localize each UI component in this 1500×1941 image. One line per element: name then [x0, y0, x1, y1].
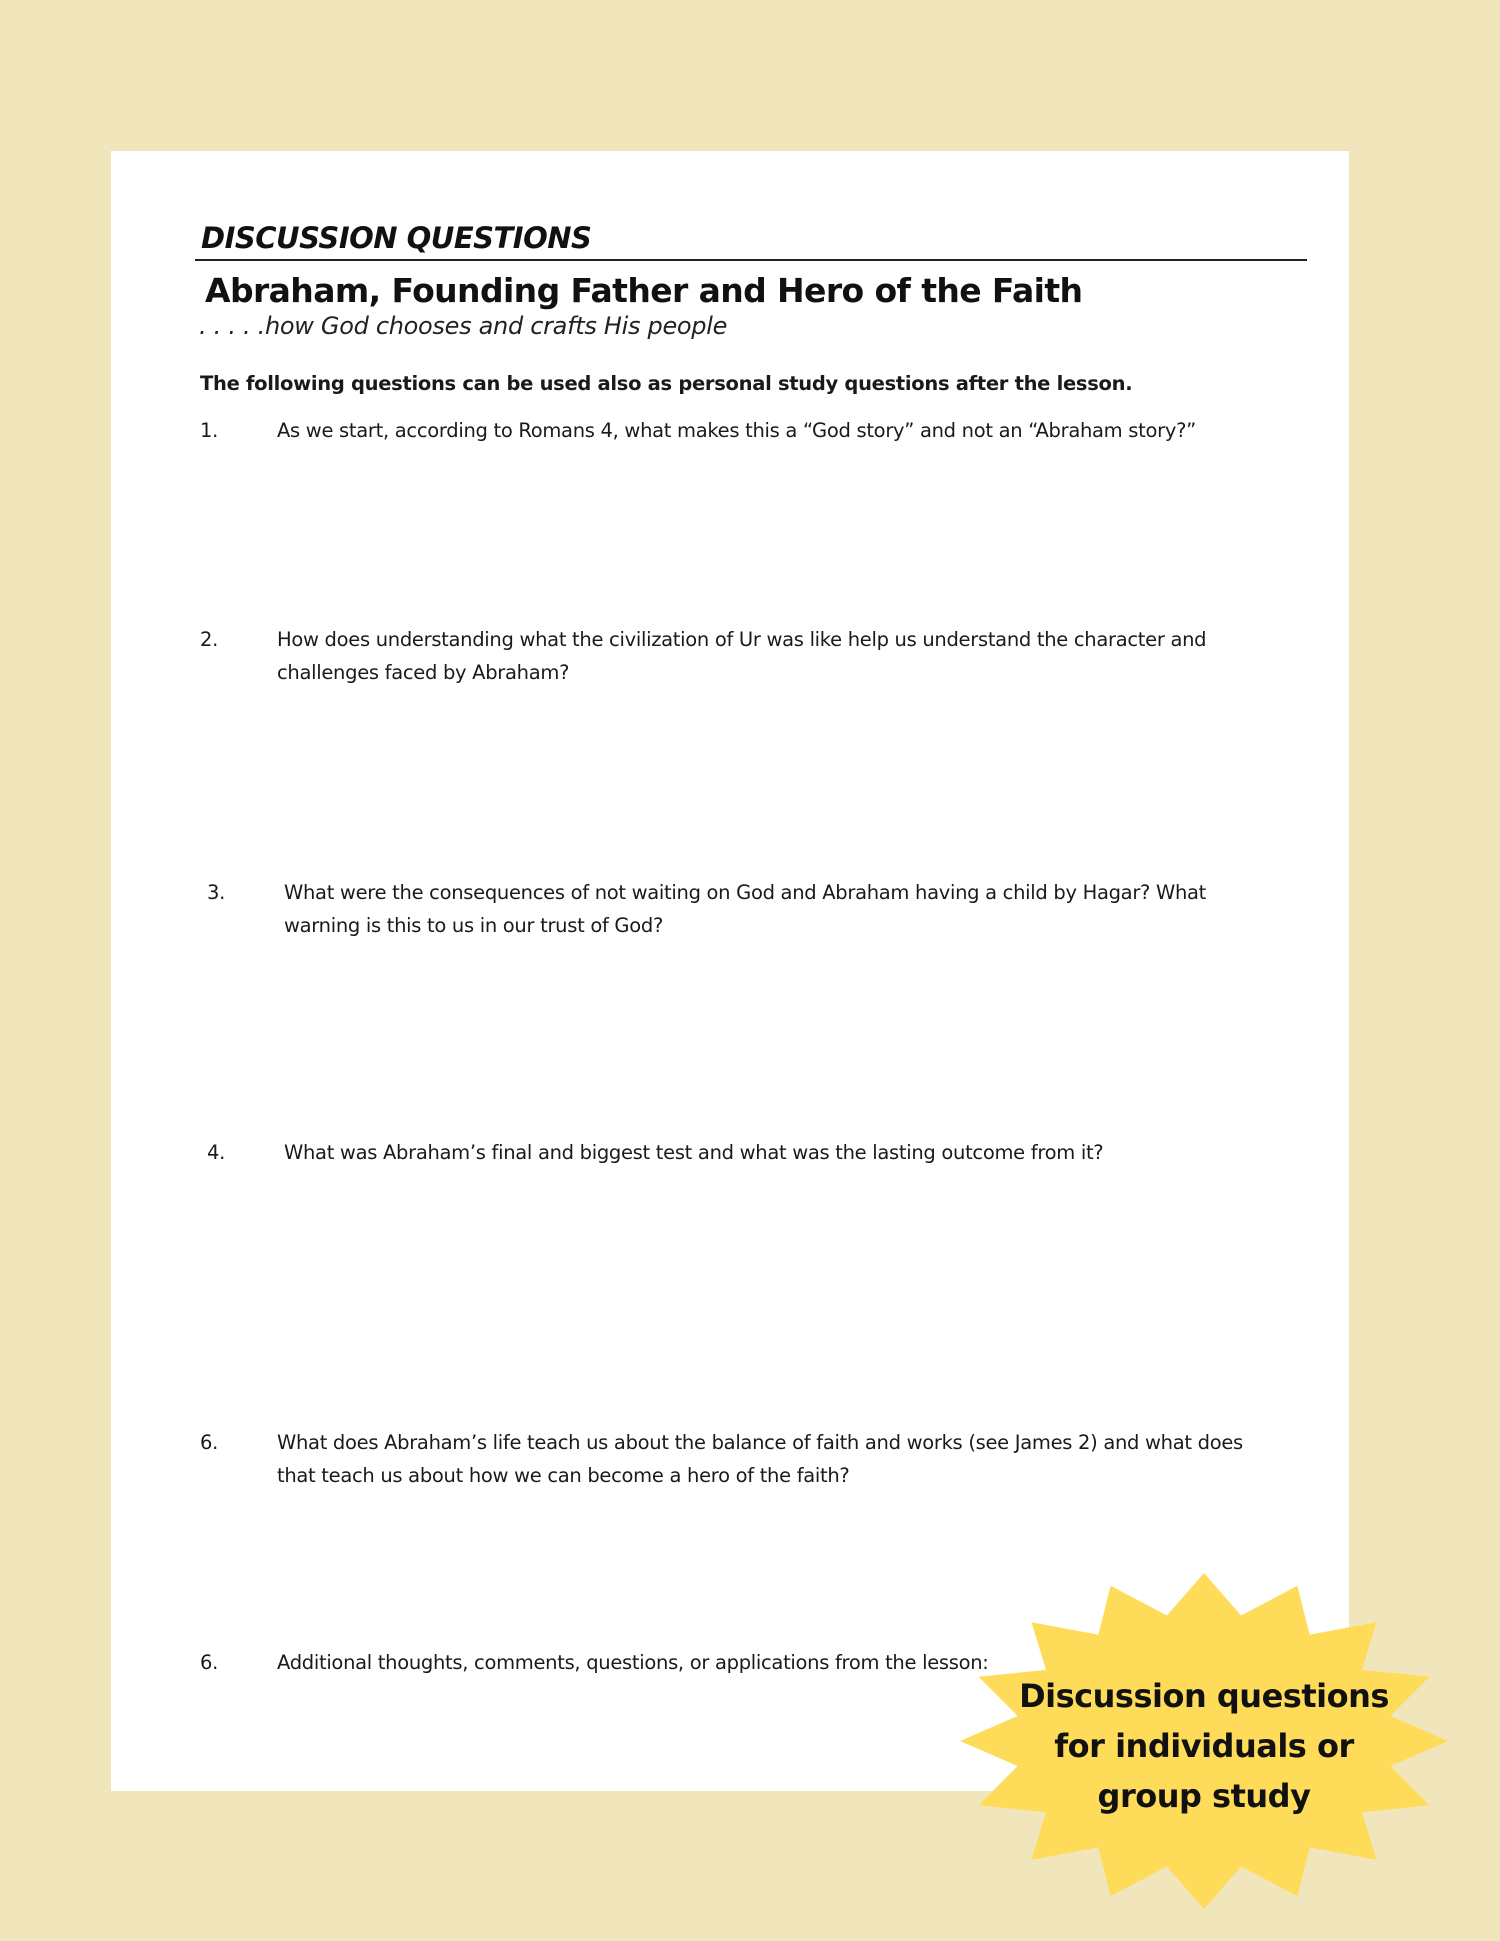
question-3 [207, 876, 1287, 942]
question-2 [200, 623, 1280, 689]
question-text: What does Abraham’s life teach us about the balance of faith and works (see James 2) and what does that teach us about how we can become a hero of the faith? [277, 1431, 1243, 1487]
question-text: What was Abraham’s final and biggest test and what was the lasting outcome from it? [284, 1141, 1104, 1164]
question-number: 4. [207, 1141, 226, 1164]
question-5 [200, 1426, 1280, 1492]
badge-line-3: group study [1097, 1777, 1311, 1815]
question-number: 2. [200, 628, 219, 651]
question-number: 6. [200, 1431, 219, 1454]
section-label: DISCUSSION QUESTIONS [201, 221, 592, 255]
question-text: How does understanding what the civilization of Ur was like help us understand the character and challenges faced by Abraham? [277, 628, 1207, 684]
question-number: 6. [200, 1651, 219, 1674]
question-text: Additional thoughts, comments, questions, or applications from the lesson: [277, 1651, 989, 1674]
intro-text: The following questions can be used also as personal study questions after the lesson. [200, 372, 1133, 395]
header-divider [195, 259, 1307, 261]
worksheet-subtitle: . . . . .how God chooses and crafts His people [199, 312, 728, 340]
worksheet-header [195, 221, 1307, 340]
badge-text [958, 1671, 1450, 1821]
question-text: As we start, according to Romans 4, what makes this a “God story” and not an “Abraham story?” [277, 419, 1196, 442]
badge-line-2: for individuals or [1054, 1727, 1354, 1765]
worksheet-page [111, 151, 1349, 1791]
worksheet-title: Abraham, Founding Father and Hero of the Faith [205, 271, 1083, 310]
study-badge [958, 1571, 1450, 1911]
badge-line-1: Discussion questions [1019, 1677, 1389, 1715]
question-number: 1. [200, 419, 219, 442]
question-4 [207, 1136, 1287, 1169]
question-text: What were the consequences of not waiting on God and Abraham having a child by Hagar? What warning is this to us in our trust of God? [284, 881, 1207, 937]
question-number: 3. [207, 881, 226, 904]
question-1 [200, 414, 1280, 447]
